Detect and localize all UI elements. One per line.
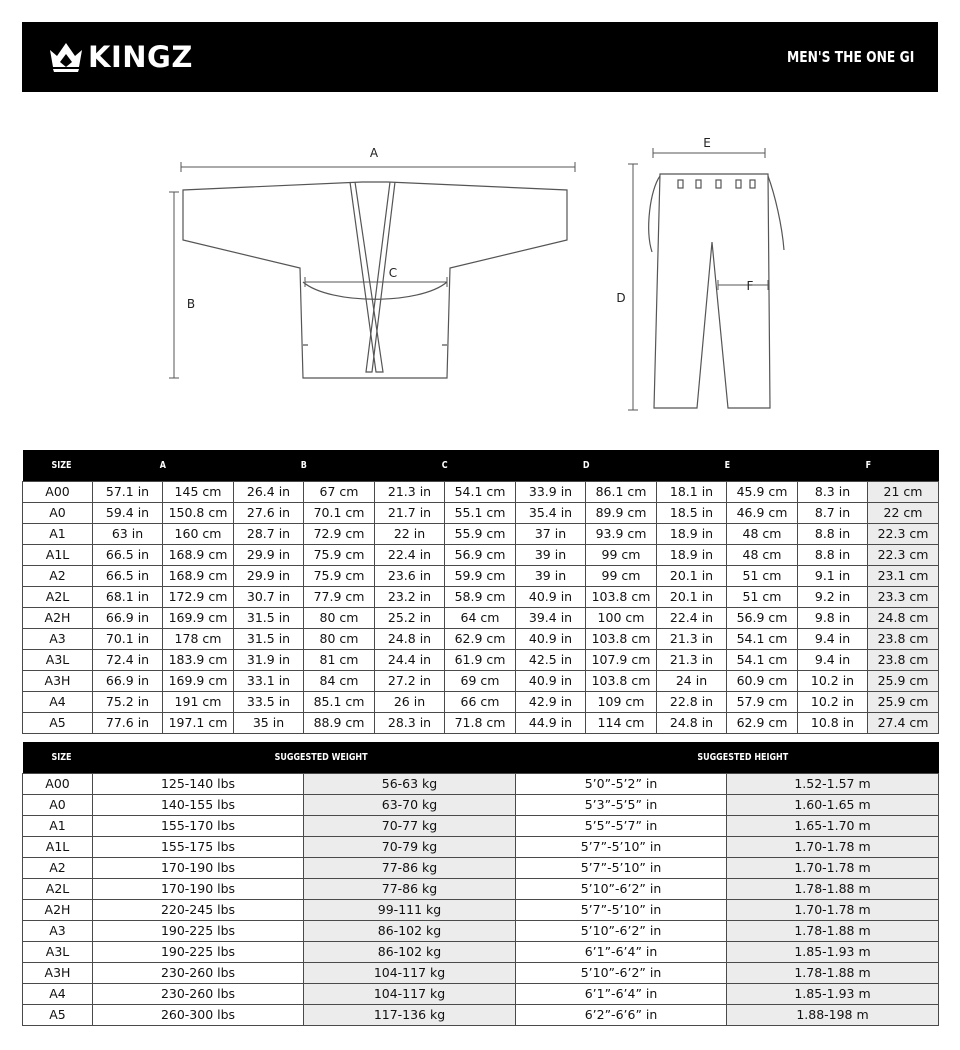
table-row [23,503,939,524]
size-cell: A3H [23,671,93,692]
table-row [23,900,939,921]
value-cell: 54.1 cm [727,629,798,650]
value-cell: 1.78-1.88 m [727,879,939,900]
value-cell: 68.1 in [93,587,163,608]
size-cell: A3L [23,650,93,671]
value-cell: 140-155 lbs [93,795,304,816]
header-c: C [375,450,516,482]
value-cell: 71.8 cm [445,713,516,734]
size-cell: A1 [23,524,93,545]
value-cell: 99 cm [586,566,657,587]
value-cell: 89.9 cm [586,503,657,524]
value-cell: 75.2 in [93,692,163,713]
value-cell: 22 in [375,524,445,545]
value-cell: 39.4 in [516,608,586,629]
value-cell: 145 cm [163,482,234,503]
header-f: F [798,450,939,482]
value-cell: 107.9 cm [586,650,657,671]
value-cell: 37 in [516,524,586,545]
value-cell: 1.85-1.93 m [727,984,939,1005]
value-cell: 20.1 in [657,587,727,608]
header-b: B [234,450,375,482]
table-row [23,963,939,984]
table-row [23,816,939,837]
value-cell: 22.4 in [375,545,445,566]
value-cell: 1.65-1.70 m [727,816,939,837]
value-cell: 57.1 in [93,482,163,503]
value-cell: 21.3 in [375,482,445,503]
value-cell: 18.9 in [657,524,727,545]
value-cell: 5’3”-5’5” in [516,795,727,816]
header-suggested-height: SUGGESTED HEIGHT [516,742,939,774]
value-cell: 69 cm [445,671,516,692]
table-row [23,524,939,545]
table-row [23,671,939,692]
size-cell: A5 [23,713,93,734]
value-cell: 104-117 kg [304,984,516,1005]
value-cell: 62.9 cm [445,629,516,650]
value-cell: 33.9 in [516,482,586,503]
value-cell: 35.4 in [516,503,586,524]
value-cell: 57.9 cm [727,692,798,713]
size-cell: A3H [23,963,93,984]
value-cell: 56-63 kg [304,774,516,795]
value-cell: 66.5 in [93,566,163,587]
value-cell: 1.60-1.65 m [727,795,939,816]
size-cell: A3L [23,942,93,963]
value-cell: 183.9 cm [163,650,234,671]
value-cell: 230-260 lbs [93,984,304,1005]
dimension-label-d: D [616,291,626,305]
value-cell: 27.6 in [234,503,304,524]
size-cell: A1L [23,837,93,858]
value-cell: 48 cm [727,524,798,545]
value-cell: 86-102 kg [304,942,516,963]
value-cell: 70.1 in [93,629,163,650]
value-cell: 10.2 in [798,692,868,713]
value-cell: 169.9 cm [163,671,234,692]
value-cell: 109 cm [586,692,657,713]
value-cell: 45.9 cm [727,482,798,503]
header-a: A [93,450,234,482]
size-cell: A2 [23,566,93,587]
size-measurement-table [22,450,939,734]
table-row [23,587,939,608]
value-cell: 103.8 cm [586,629,657,650]
value-cell: 66.9 in [93,608,163,629]
value-cell: 81 cm [304,650,375,671]
size-cell: A3 [23,629,93,650]
value-cell: 178 cm [163,629,234,650]
value-cell: 20.1 in [657,566,727,587]
value-cell: 8.8 in [798,545,868,566]
size-cell: A00 [23,774,93,795]
value-cell: 29.9 in [234,545,304,566]
value-cell: 63-70 kg [304,795,516,816]
table-row [23,482,939,503]
value-cell: 55.1 cm [445,503,516,524]
value-cell: 25.2 in [375,608,445,629]
value-cell: 24.4 in [375,650,445,671]
value-cell: 26.4 in [234,482,304,503]
table-row [23,692,939,713]
value-cell: 56.9 cm [727,608,798,629]
value-cell: 10.2 in [798,671,868,692]
value-cell: 24.8 cm [868,608,939,629]
value-cell: 24 in [657,671,727,692]
value-cell: 21.7 in [375,503,445,524]
value-cell: 48 cm [727,545,798,566]
value-cell: 84 cm [304,671,375,692]
value-cell: 25.9 cm [868,692,939,713]
size-cell: A4 [23,984,93,1005]
value-cell: 51 cm [727,566,798,587]
value-cell: 155-175 lbs [93,837,304,858]
value-cell: 56.9 cm [445,545,516,566]
value-cell: 86.1 cm [586,482,657,503]
value-cell: 58.9 cm [445,587,516,608]
value-cell: 54.1 cm [727,650,798,671]
value-cell: 30.7 in [234,587,304,608]
size-cell: A2H [23,608,93,629]
table-row [23,629,939,650]
value-cell: 62.9 cm [727,713,798,734]
size-cell: A2 [23,858,93,879]
value-cell: 22.8 in [657,692,727,713]
value-cell: 23.1 cm [868,566,939,587]
value-cell: 60.9 cm [727,671,798,692]
value-cell: 29.9 in [234,566,304,587]
value-cell: 40.9 in [516,587,586,608]
value-cell: 77-86 kg [304,858,516,879]
value-cell: 51 cm [727,587,798,608]
size-cell: A0 [23,503,93,524]
value-cell: 25.9 cm [868,671,939,692]
value-cell: 22.4 in [657,608,727,629]
value-cell: 66.9 in [93,671,163,692]
table-row [23,566,939,587]
value-cell: 170-190 lbs [93,879,304,900]
value-cell: 77.6 in [93,713,163,734]
value-cell: 88.9 cm [304,713,375,734]
value-cell: 35 in [234,713,304,734]
value-cell: 1.70-1.78 m [727,858,939,879]
table-row [23,713,939,734]
value-cell: 21 cm [868,482,939,503]
table-row [23,837,939,858]
pants-drawing [649,174,784,408]
value-cell: 28.3 in [375,713,445,734]
size-cell: A5 [23,1005,93,1026]
value-cell: 9.2 in [798,587,868,608]
value-cell: 230-260 lbs [93,963,304,984]
value-cell: 54.1 cm [445,482,516,503]
value-cell: 104-117 kg [304,963,516,984]
value-cell: 40.9 in [516,671,586,692]
value-cell: 33.1 in [234,671,304,692]
table-row [23,984,939,1005]
value-cell: 23.8 cm [868,650,939,671]
table-row [23,858,939,879]
value-cell: 9.4 in [798,629,868,650]
value-cell: 1.85-1.93 m [727,942,939,963]
dimension-label-b: B [186,297,196,311]
value-cell: 103.8 cm [586,671,657,692]
value-cell: 1.52-1.57 m [727,774,939,795]
value-cell: 67 cm [304,482,375,503]
size-cell: A2L [23,879,93,900]
value-cell: 99 cm [586,545,657,566]
value-cell: 1.70-1.78 m [727,900,939,921]
header-e: E [657,450,798,482]
value-cell: 23.2 in [375,587,445,608]
value-cell: 220-245 lbs [93,900,304,921]
value-cell: 44.9 in [516,713,586,734]
value-cell: 21.3 in [657,650,727,671]
value-cell: 23.3 cm [868,587,939,608]
fit-table-header [23,742,939,774]
value-cell: 28.7 in [234,524,304,545]
brand-logo-text: KINGZ [88,40,193,74]
value-cell: 70-79 kg [304,837,516,858]
value-cell: 24.8 in [657,713,727,734]
value-cell: 59.9 cm [445,566,516,587]
value-cell: 168.9 cm [163,545,234,566]
value-cell: 150.8 cm [163,503,234,524]
value-cell: 168.9 cm [163,566,234,587]
value-cell: 18.9 in [657,545,727,566]
table-row [23,608,939,629]
value-cell: 260-300 lbs [93,1005,304,1026]
value-cell: 31.5 in [234,629,304,650]
value-cell: 18.5 in [657,503,727,524]
value-cell: 22.3 cm [868,524,939,545]
table-row [23,650,939,671]
value-cell: 22 cm [868,503,939,524]
table-row [23,774,939,795]
value-cell: 42.5 in [516,650,586,671]
value-cell: 125-140 lbs [93,774,304,795]
value-cell: 33.5 in [234,692,304,713]
value-cell: 8.7 in [798,503,868,524]
size-cell: A0 [23,795,93,816]
size-cell: A3 [23,921,93,942]
value-cell: 114 cm [586,713,657,734]
value-cell: 42.9 in [516,692,586,713]
value-cell: 190-225 lbs [93,942,304,963]
value-cell: 6’1”-6’4” in [516,942,727,963]
gi-measurement-diagram [0,0,960,440]
dimension-label-f: F [746,279,754,293]
value-cell: 99-111 kg [304,900,516,921]
value-cell: 5’0”-5’2” in [516,774,727,795]
value-cell: 80 cm [304,629,375,650]
value-cell: 72.9 cm [304,524,375,545]
value-cell: 5’5”-5’7” in [516,816,727,837]
table-row [23,1005,939,1026]
value-cell: 70.1 cm [304,503,375,524]
value-cell: 59.4 in [93,503,163,524]
value-cell: 85.1 cm [304,692,375,713]
value-cell: 39 in [516,545,586,566]
table-row [23,942,939,963]
value-cell: 197.1 cm [163,713,234,734]
value-cell: 8.3 in [798,482,868,503]
value-cell: 5’7”-5’10” in [516,837,727,858]
header-d: D [516,450,657,482]
value-cell: 6’1”-6’4” in [516,984,727,1005]
value-cell: 5’7”-5’10” in [516,858,727,879]
value-cell: 46.9 cm [727,503,798,524]
jacket-drawing [183,182,567,378]
value-cell: 100 cm [586,608,657,629]
value-cell: 21.3 in [657,629,727,650]
value-cell: 191 cm [163,692,234,713]
value-cell: 77-86 kg [304,879,516,900]
table-row [23,921,939,942]
size-cell: A4 [23,692,93,713]
value-cell: 18.1 in [657,482,727,503]
dimension-label-e: E [703,136,711,150]
value-cell: 39 in [516,566,586,587]
value-cell: 5’10”-6’2” in [516,963,727,984]
size-cell: A00 [23,482,93,503]
table-row [23,879,939,900]
value-cell: 61.9 cm [445,650,516,671]
value-cell: 72.4 in [93,650,163,671]
value-cell: 170-190 lbs [93,858,304,879]
value-cell: 31.5 in [234,608,304,629]
size-cell: A1 [23,816,93,837]
value-cell: 117-136 kg [304,1005,516,1026]
value-cell: 77.9 cm [304,587,375,608]
value-cell: 31.9 in [234,650,304,671]
value-cell: 155-170 lbs [93,816,304,837]
value-cell: 9.1 in [798,566,868,587]
value-cell: 6’2”-6’6” in [516,1005,727,1026]
size-cell: A2L [23,587,93,608]
size-cell: A1L [23,545,93,566]
value-cell: 10.8 in [798,713,868,734]
value-cell: 26 in [375,692,445,713]
value-cell: 160 cm [163,524,234,545]
header-suggested-weight: SUGGESTED WEIGHT [93,742,516,774]
value-cell: 63 in [93,524,163,545]
value-cell: 1.78-1.88 m [727,963,939,984]
value-cell: 23.8 cm [868,629,939,650]
header-size: SIZE [23,450,93,482]
value-cell: 9.8 in [798,608,868,629]
value-cell: 64 cm [445,608,516,629]
value-cell: 103.8 cm [586,587,657,608]
value-cell: 8.8 in [798,524,868,545]
value-cell: 27.4 cm [868,713,939,734]
value-cell: 86-102 kg [304,921,516,942]
value-cell: 27.2 in [375,671,445,692]
page-title: MEN'S THE ONE GI [786,48,914,66]
value-cell: 70-77 kg [304,816,516,837]
value-cell: 5’7”-5’10” in [516,900,727,921]
value-cell: 66.5 in [93,545,163,566]
dimension-label-a: A [369,146,379,160]
value-cell: 23.6 in [375,566,445,587]
value-cell: 1.88-198 m [727,1005,939,1026]
value-cell: 22.3 cm [868,545,939,566]
value-cell: 5’10”-6’2” in [516,879,727,900]
table-row [23,795,939,816]
value-cell: 80 cm [304,608,375,629]
value-cell: 169.9 cm [163,608,234,629]
suggested-fit-table [22,742,939,1026]
value-cell: 190-225 lbs [93,921,304,942]
table-row [23,545,939,566]
value-cell: 75.9 cm [304,566,375,587]
dimension-label-c: C [388,266,398,280]
value-cell: 40.9 in [516,629,586,650]
size-table-header [23,450,939,482]
value-cell: 172.9 cm [163,587,234,608]
size-cell: A2H [23,900,93,921]
value-cell: 1.70-1.78 m [727,837,939,858]
value-cell: 24.8 in [375,629,445,650]
value-cell: 66 cm [445,692,516,713]
header-size: SIZE [23,742,93,774]
value-cell: 75.9 cm [304,545,375,566]
value-cell: 55.9 cm [445,524,516,545]
value-cell: 1.78-1.88 m [727,921,939,942]
value-cell: 9.4 in [798,650,868,671]
value-cell: 5’10”-6’2” in [516,921,727,942]
value-cell: 93.9 cm [586,524,657,545]
